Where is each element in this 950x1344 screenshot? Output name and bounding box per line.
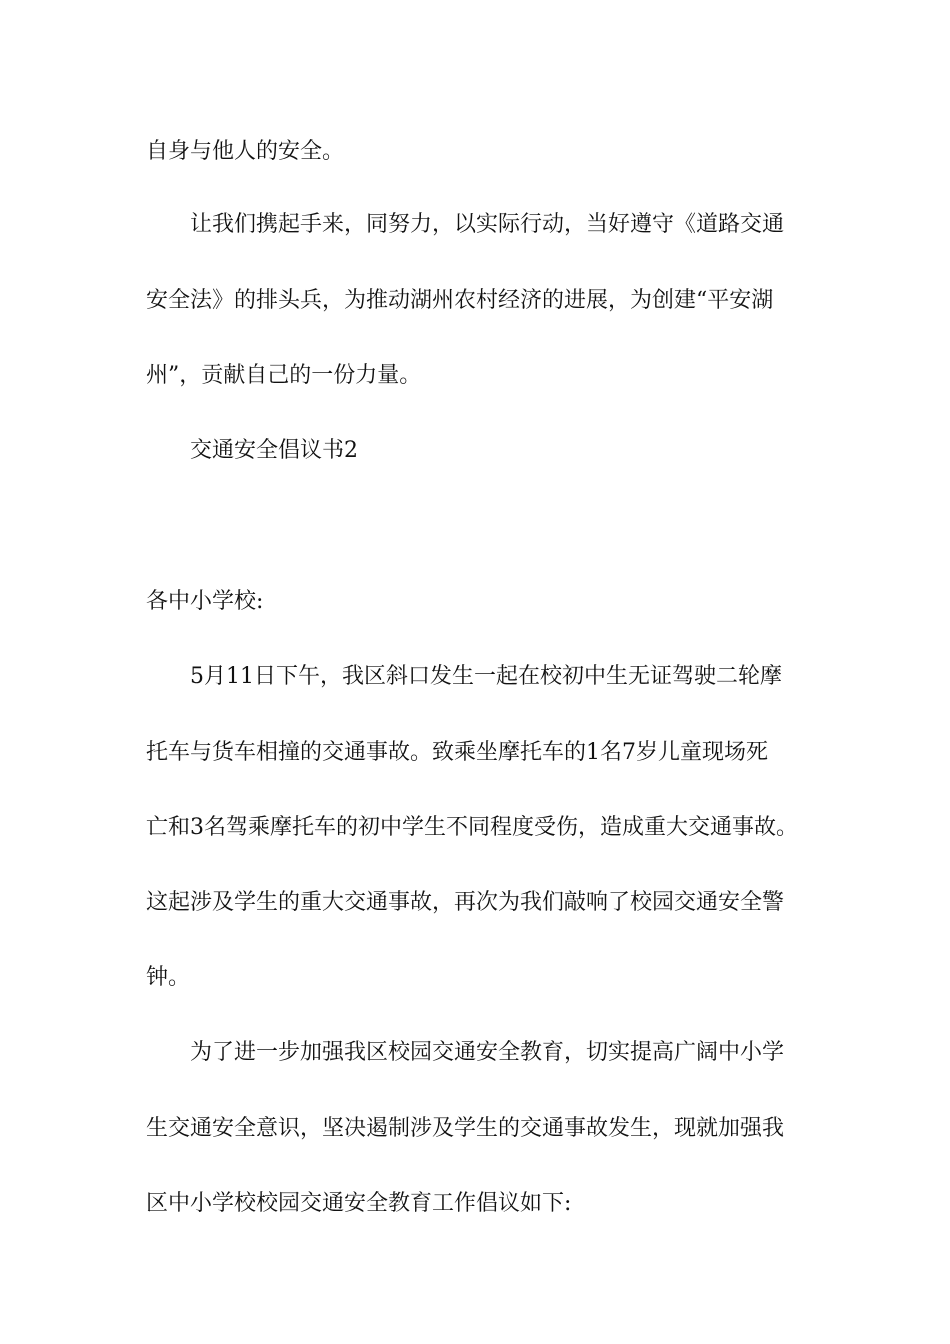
text-line: 为了进一步加强我区校园交通安全教育，切实提高广阔中小学 — [190, 1040, 785, 1065]
text-line: 安全法》的排头兵，为推动湖州农村经济的进展，为创建“平安湖 — [146, 288, 774, 313]
salutation: 各中小学校: — [146, 589, 264, 614]
text-line: 5月11日下午，我区斜口发生一起在校初中生无证驾驶二轮摩 — [190, 664, 782, 689]
section-heading: 交通安全倡议书2 — [190, 438, 358, 463]
text-line: 这起涉及学生的重大交通事故，再次为我们敲响了校园交通安全警 — [146, 890, 785, 915]
text-line: 亡和3名驾乘摩托车的初中学生不同程度受伤，造成重大交通事故。 — [146, 815, 798, 840]
text-line: 托车与货车相撞的交通事故。致乘坐摩托车的1名7岁儿童现场死 — [146, 740, 768, 765]
text-line: 自身与他人的安全。 — [146, 139, 345, 164]
text-line: 州”，贡献自己的一份力量。 — [146, 363, 422, 388]
text-line: 区中小学校校园交通安全教育工作倡议如下: — [146, 1191, 572, 1216]
text-line: 让我们携起手来，同努力，以实际行动，当好遵守《道路交通 — [190, 212, 785, 237]
text-line: 钟。 — [146, 965, 191, 990]
text-line: 生交通安全意识，坚决遏制涉及学生的交通事故发生，现就加强我 — [146, 1116, 785, 1141]
